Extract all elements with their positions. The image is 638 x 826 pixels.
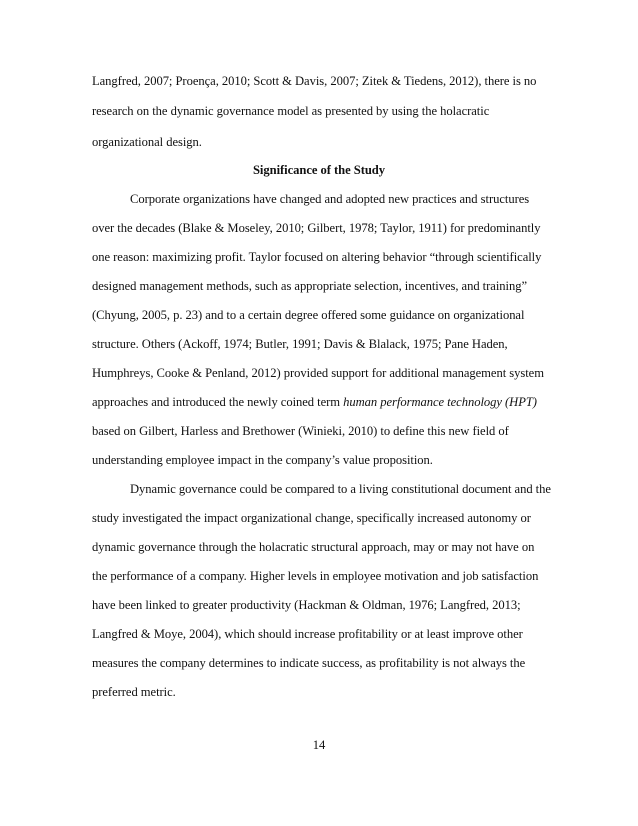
text-line: Dynamic governance could be compared to a living constitutional document and the [130, 482, 551, 496]
page-number: 14 [312, 738, 326, 752]
text-line: dynamic governance through the holacratic structural approach, may or may not have on [92, 540, 535, 554]
text-line: study investigated the impact organizational change, specifically increased autonomy or [92, 511, 531, 525]
text-line: Humphreys, Cooke & Penland, 2012) provided support for additional management system [92, 366, 544, 380]
text-line: structure. Others (Ackoff, 1974; Butler, 1991; Davis & Blalack, 1975; Pane Haden, [92, 337, 508, 351]
text-line: the performance of a company. Higher levels in employee motivation and job satisfaction [92, 569, 539, 583]
text-line: understanding employee impact in the company’s value proposition. [92, 453, 433, 467]
italic-term: human performance technology (HPT) [343, 395, 537, 409]
text-line: (Chyung, 2005, p. 23) and to a certain degree offered some guidance on organizational [92, 308, 525, 322]
text-line: measures the company determines to indicate success, as profitability is not always the [92, 656, 526, 670]
text-line: have been linked to greater productivity (Hackman & Oldman, 1976; Langfred, 2013; [92, 598, 521, 612]
text-line: Langfred, 2007; Proença, 2010; Scott & Davis, 2007; Zitek & Tiedens, 2012), there is no [92, 74, 537, 88]
text-line: Corporate organizations have changed and adopted new practices and structures [130, 192, 530, 206]
section-heading: Significance of the Study [252, 163, 386, 177]
text-line: preferred metric. [92, 685, 176, 699]
text-segment: approaches and introduced the newly coined term [92, 395, 344, 409]
text-line: research on the dynamic governance model as presented by using the holacratic [92, 104, 490, 118]
text-line [92, 394, 537, 410]
text-line: one reason: maximizing profit. Taylor focused on altering behavior “through scientifically [92, 250, 542, 264]
text-line: based on Gilbert, Harless and Brethower (Winieki, 2010) to define this new field of [92, 424, 509, 438]
text-line: Langfred & Moye, 2004), which should increase profitability or at least improve other [92, 627, 523, 641]
text-line: organizational design. [92, 135, 202, 149]
text-line: designed management methods, such as appropriate selection, incentives, and training” [92, 279, 527, 293]
text-line: over the decades (Blake & Moseley, 2010; Gilbert, 1978; Taylor, 1911) for predominantly [92, 221, 541, 235]
